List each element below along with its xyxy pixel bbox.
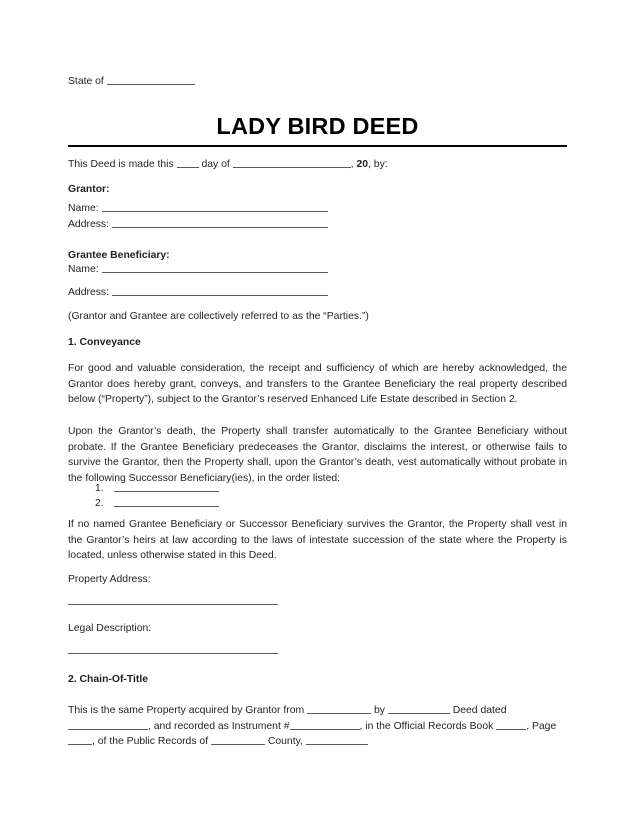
deed-made-line bbox=[68, 157, 567, 172]
successor-blank-2[interactable] bbox=[114, 498, 219, 507]
chain-instrument-blank[interactable] bbox=[290, 720, 360, 730]
chain-book-blank[interactable] bbox=[496, 720, 526, 730]
chain-state-blank[interactable] bbox=[306, 735, 368, 745]
grantor-address-input[interactable] bbox=[112, 218, 328, 228]
section1-paragraph-3: If no named Grantee Beneficiary or Successor Beneficiary survives the Grantor, the Property shall vest in the Grantor’s heirs at law according to the laws of intestate succession of the state where the Property is located, unless otherwise stated in this Deed. bbox=[68, 519, 567, 562]
chain-text-part-2: by bbox=[373, 705, 385, 716]
section1-heading: 1. Conveyance bbox=[68, 337, 141, 348]
section1-paragraph-1: For good and valuable consideration, the receipt and sufficiency of which are hereby acknowledged, the Grantor does hereby grant, conveys, and transfers to the Grantee Beneficiary the real property described below (“Property”), subject to the Grantor’s reserved Enhanced Life Estate described in Section 2. bbox=[68, 363, 567, 406]
section2-chain-of-title-paragraph bbox=[68, 703, 567, 750]
chain-text-part-1: This is the same Property acquired by Grantor from bbox=[68, 705, 305, 716]
grantor-name-label: Name: bbox=[68, 203, 99, 214]
grantee-name-row bbox=[68, 262, 567, 277]
deed-day-blank[interactable] bbox=[177, 158, 199, 168]
grantee-address-row bbox=[68, 285, 567, 300]
chain-text-part-5: , in the Official Records Book bbox=[359, 720, 494, 732]
chain-text-part-4: , and recorded as Instrument # bbox=[148, 720, 290, 732]
state-blank-field[interactable] bbox=[107, 75, 195, 85]
grantee-address-input[interactable] bbox=[112, 286, 328, 296]
grantor-heading: Grantor: bbox=[68, 184, 110, 195]
state-of-label: State of bbox=[68, 76, 104, 87]
legal-description-label: Legal Description: bbox=[68, 623, 152, 634]
grantor-name-input[interactable] bbox=[102, 202, 328, 212]
chain-text-part-7: , of the Public Records of bbox=[92, 736, 209, 748]
grantor-name-row bbox=[68, 201, 567, 216]
legal-description-blank[interactable] bbox=[68, 653, 278, 654]
list-item bbox=[95, 496, 395, 511]
property-address-label: Property Address: bbox=[68, 574, 151, 585]
deed-made-mid: day of bbox=[201, 159, 230, 170]
chain-text-part-8: County, bbox=[267, 736, 303, 748]
grantee-name-label: Name: bbox=[68, 264, 99, 275]
grantor-address-row bbox=[68, 217, 567, 232]
chain-from-blank[interactable] bbox=[307, 704, 371, 714]
state-of-row bbox=[68, 75, 195, 89]
document-title: LADY BIRD DEED bbox=[216, 113, 419, 139]
parties-note: (Grantor and Grantee are collectively referred to as the “Parties.”) bbox=[68, 311, 369, 322]
title-divider-rule bbox=[68, 145, 567, 147]
successor-item-number-1: 1. bbox=[95, 483, 104, 494]
section1-paragraph-2: Upon the Grantor’s death, the Property shall transfer automatically to the Grantee Beneficiary without probate. If the Grantee Beneficiary predeceases the Grantor, disclaims the interest, or otherwise fails to survive the Grantor, then the Property shall, upon the Grantor’s death, vest automatically without probate in the following Successor Beneficiary(ies), in the order listed: bbox=[68, 426, 567, 484]
grantee-name-input[interactable] bbox=[102, 263, 328, 273]
chain-dated-blank[interactable] bbox=[68, 720, 148, 730]
grantee-heading: Grantee Beneficiary: bbox=[68, 250, 170, 261]
section2-heading: 2. Chain-Of-Title bbox=[68, 674, 149, 685]
chain-page-blank[interactable] bbox=[68, 735, 92, 745]
list-item bbox=[95, 481, 395, 496]
successor-blank-1[interactable] bbox=[114, 483, 219, 492]
successor-beneficiary-list bbox=[95, 481, 395, 511]
deed-month-blank[interactable] bbox=[233, 158, 351, 168]
deed-year-prefix: , bbox=[350, 159, 357, 170]
deed-made-suffix: , by: bbox=[368, 159, 388, 170]
deed-made-prefix: This Deed is made this bbox=[68, 159, 174, 170]
property-address-blank[interactable] bbox=[68, 604, 278, 605]
chain-text-part-3: Deed dated bbox=[452, 705, 507, 716]
grantor-address-label: Address: bbox=[68, 219, 110, 230]
chain-by-blank[interactable] bbox=[388, 704, 450, 714]
chain-text-part-6: , Page bbox=[526, 720, 557, 732]
grantee-address-label: Address: bbox=[68, 287, 110, 298]
chain-county-blank[interactable] bbox=[211, 735, 265, 745]
successor-item-number-2: 2. bbox=[95, 498, 104, 509]
deed-year-value: 20 bbox=[356, 159, 369, 170]
